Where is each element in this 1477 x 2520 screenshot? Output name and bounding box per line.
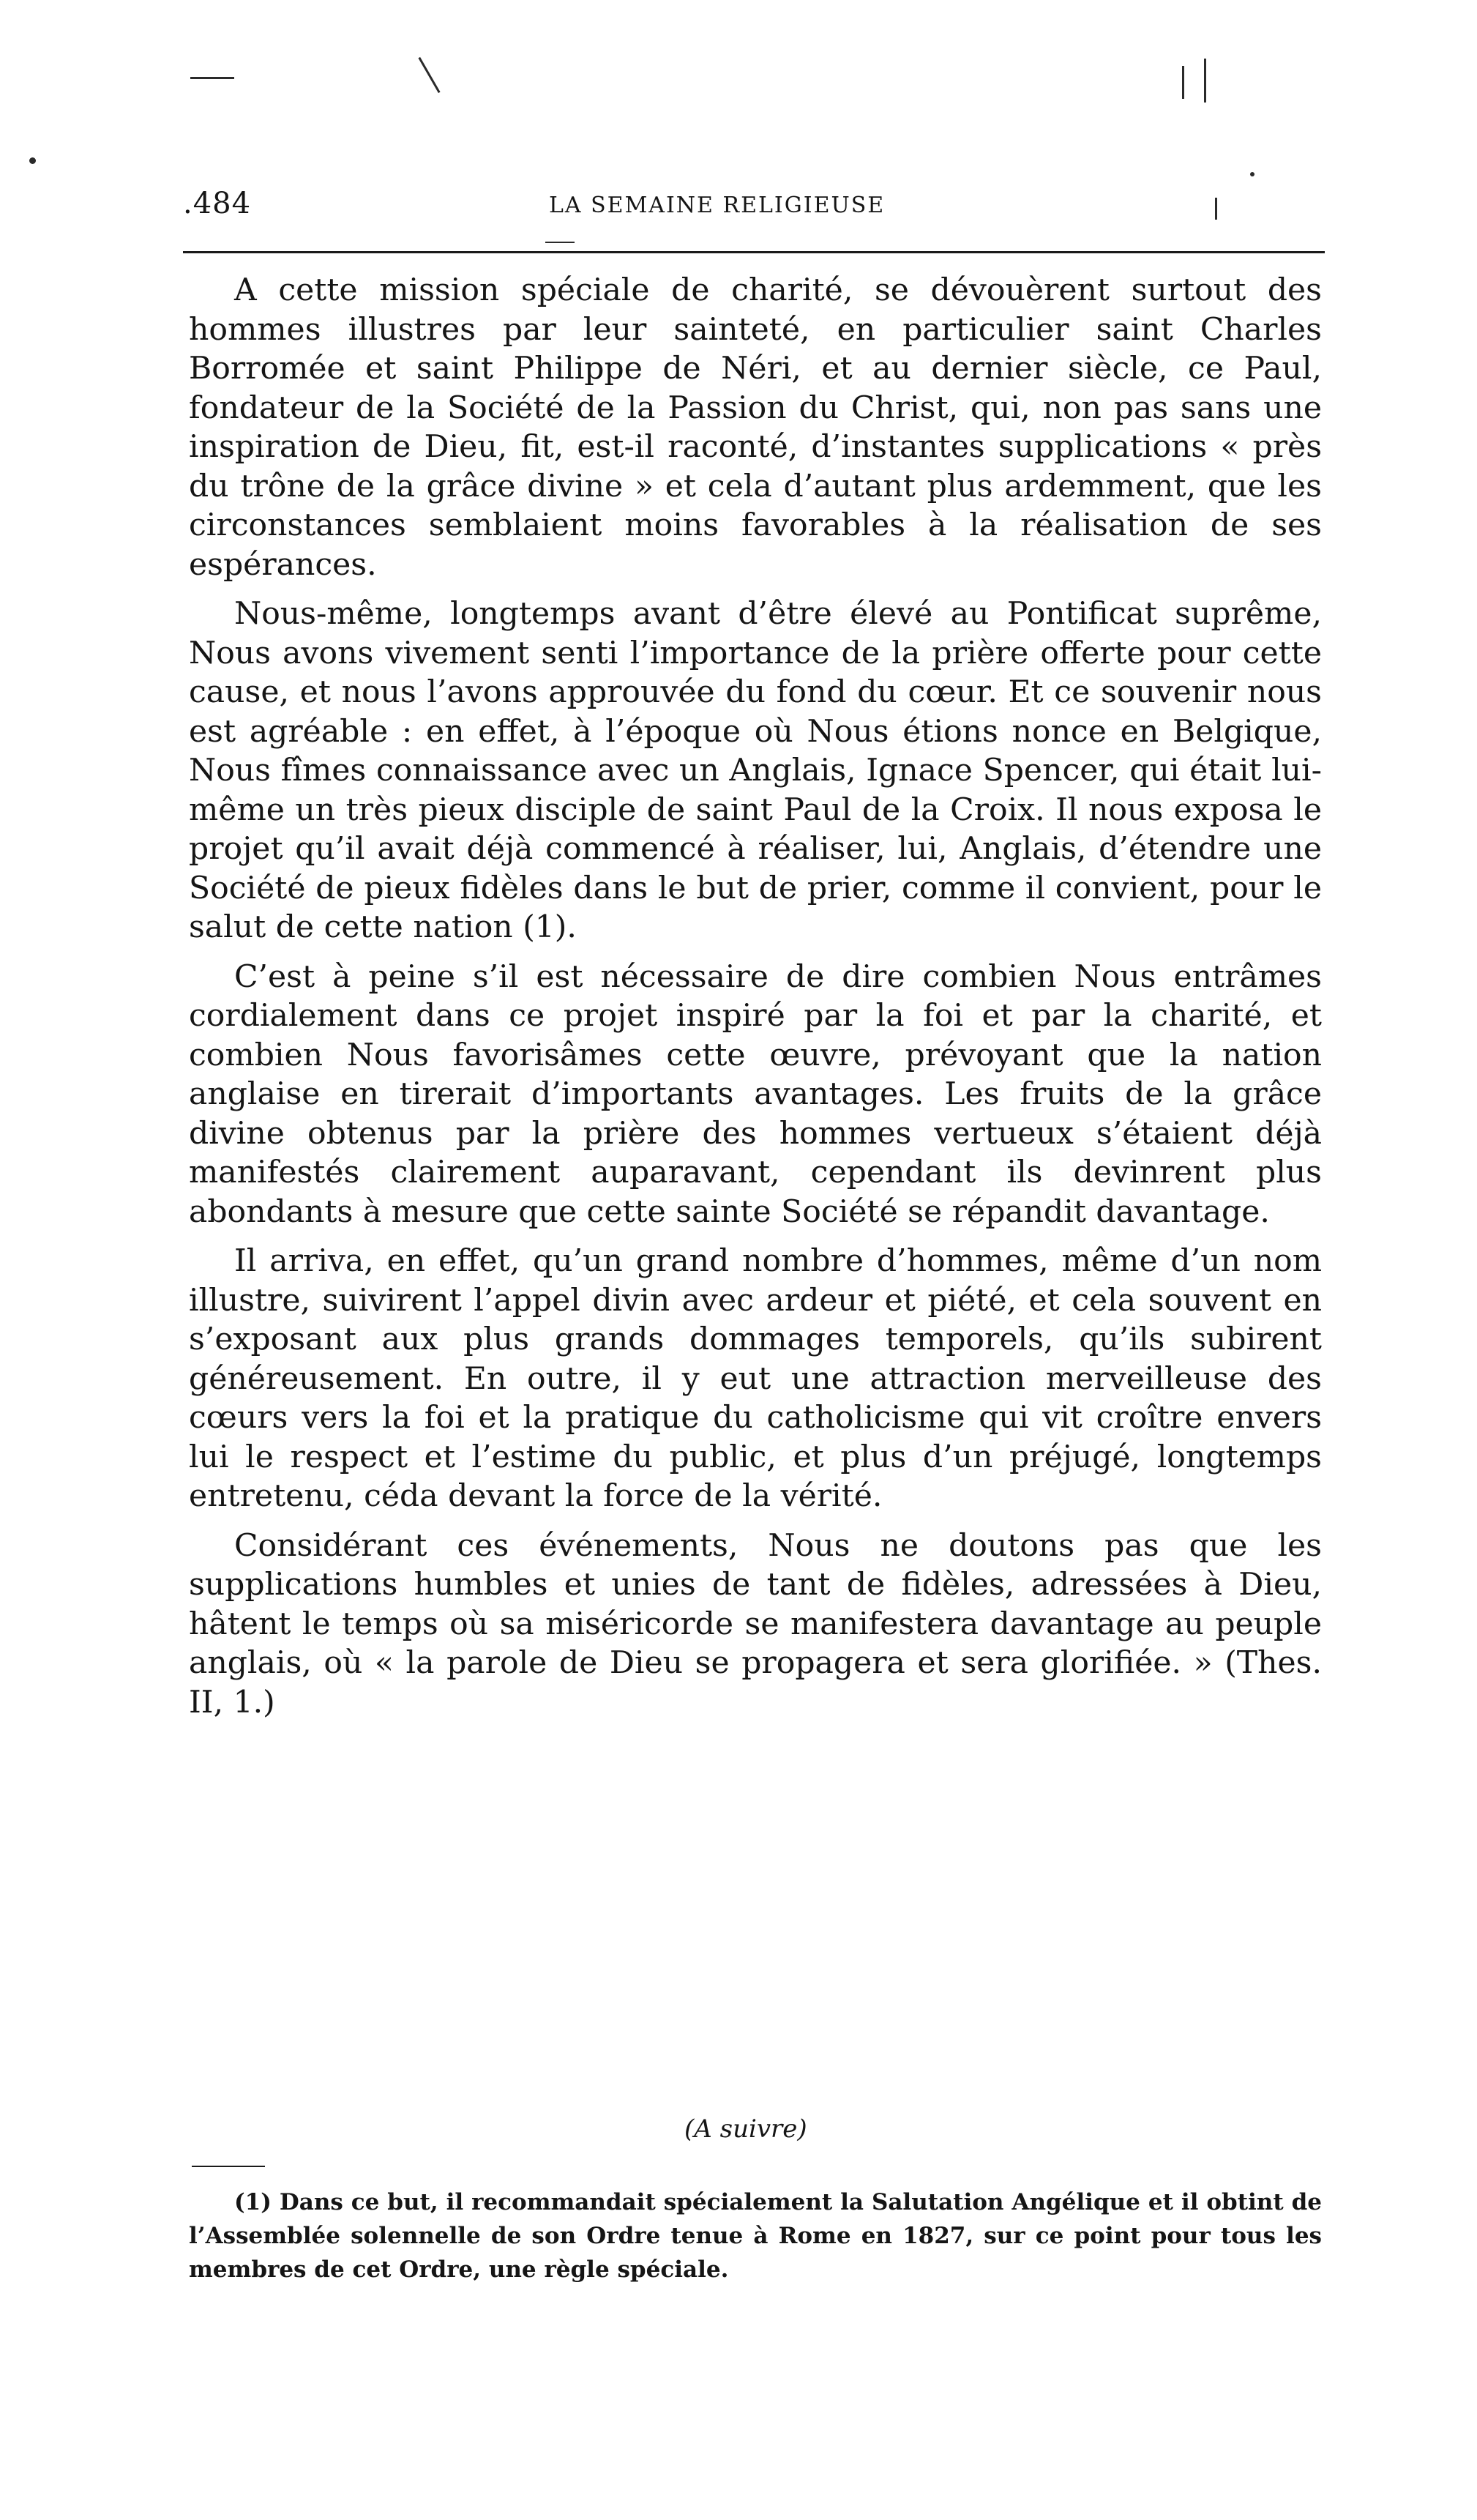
body-text bbox=[189, 271, 1322, 1732]
header-rule bbox=[183, 251, 1325, 253]
running-title: LA SEMAINE RELIGIEUSE bbox=[549, 193, 886, 218]
paragraph: Nous-même, longtemps avant d’être élevé au Pontificat suprême, Nous avons vivement senti l’importance de la prière offerte pour cette cause, et nous l’avons approuvée du fond du cœur. Et ce souvenir nous est agréable : en effet, à l’époque où Nous étions nonce en Belgique, Nous fîmes connaissance avec un Anglais, Ignace Spencer, qui était lui-même un très pieux disciple de saint Paul de la Croix. Il nous exposa le projet qu’il avait déjà commencé à réaliser, lui, Anglais, d’étendre une Société de pieux fidèles dans le but de prier, comme il convient, pour le salut de cette nation (1). bbox=[189, 596, 1322, 945]
scan-speck bbox=[29, 157, 36, 164]
footnote-rule bbox=[192, 2166, 265, 2167]
paragraph: A cette mission spéciale de charité, se dévouèrent surtout des hommes illustres par leur sainteté, en particulier saint Charles Borromée et saint Philippe de Néri, et au dernier siècle, ce Paul, fondateur de la Société de la Passion du Christ, qui, non pas sans une inspiration de Dieu, fit, est-il raconté, d’instantes supplications « près du trône de la grâce divine » et cela d’autant plus ardemment, que les circonstances semblaient moins favorables à la réalisation de ses espérances. bbox=[189, 272, 1322, 583]
scan-speck bbox=[1215, 198, 1217, 220]
paragraph: Il arriva, en effet, qu’un grand nombre d’hommes, même d’un nom illustre, suivirent l’appel divin avec ardeur et piété, et cela souvent en s’exposant aux plus grands dommages temporels, qu’ils subirent généreusement. En outre, il y eut une attraction merveilleuse des cœurs vers la foi et la pratique du catholicisme qui vit croître envers lui le respect et l’estime du public, et plus d’un préjugé, longtemps entretenu, céda devant la force de la vérité. bbox=[189, 1243, 1322, 1514]
scan-speck bbox=[1182, 66, 1184, 99]
scan-speck bbox=[545, 242, 575, 243]
paragraph: Considérant ces événements, Nous ne doutons pas que les supplications humbles et unies de tant de fidèles, adressées à Dieu, hâtent le temps où sa miséricorde se manifestera davantage au peuple anglais, où « la parole de Dieu se propagera et sera glorifiée. » (Thes. II, 1.) bbox=[189, 1527, 1322, 1721]
scan-speck bbox=[418, 57, 440, 93]
footnote-text: (1) Dans ce but, il recommandait spécialement la Salutation Angélique et il obtint de l’Assemblée solennelle de son Ordre tenue à Rome en 1827, sur ce point pour tous les membres de cet Ordre, une règle spéciale. bbox=[189, 2189, 1322, 2283]
page-number: .484 bbox=[183, 187, 252, 220]
footnote bbox=[189, 2185, 1322, 2286]
continued-label: (A suivre) bbox=[684, 2114, 807, 2144]
paragraph: C’est à peine s’il est nécessaire de dire combien Nous entrâmes cordialement dans ce projet inspiré par la foi et par la charité, et combien Nous favorisâmes cette œuvre, prévoyant que la nation anglaise en tirerait d’importants avantages. Les fruits de la grâce divine obtenus par la prière des hommes vertueux s’étaient déjà manifestés clairement auparavant, cependant ils devinrent plus abondants à mesure que cette sainte Société se répandit davantage. bbox=[189, 958, 1322, 1230]
scan-speck bbox=[1250, 172, 1254, 176]
page-header bbox=[183, 187, 1325, 231]
scan-speck bbox=[1204, 59, 1206, 102]
scan-speck bbox=[190, 77, 234, 79]
